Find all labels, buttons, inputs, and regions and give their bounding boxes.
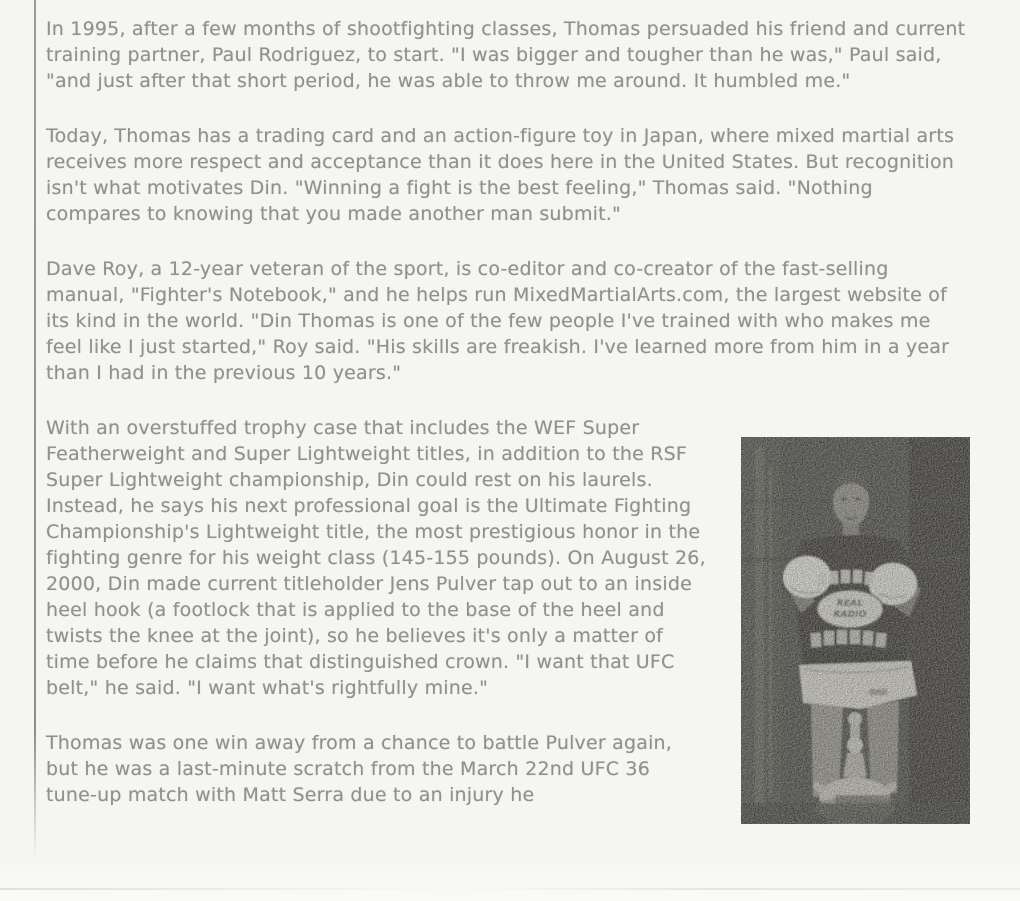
paragraph-dave-roy: Dave Roy, a 12-year veteran of the sport, is co-editor and co-creator of the fast-selling manual, "Fighter's Notebook," and he helps run MixedMartialArts.com, the largest website of its kind in the world. "Din Thomas is one of the few people I've trained with who makes me feel like I just started," Roy said. "His skills are freakish. I've learned more from him in a year than I had in the previous 10 years." xyxy=(46,258,950,384)
halftone-grain-light xyxy=(741,437,970,824)
paragraph-trophy-case: With an overstuffed trophy case that includes the WEF Super Featherweight and Super Lightweight titles, in addition to the RSF Super Lightweight championship, Din could rest on his laurels. Instead, he says his next professional goal is the Ultimate Fighting Championship's Lightweight title, the most prestigious honor in the fighting genre for his weight class (145-155 pounds). On August 26, 2000, Din made current titleholder Jens Pulver tap out to an inside heel hook (a footlock that is applied to the base of the heel and twists the knee at the joint), so he believes it's only a matter of time before he claims that distinguished crown. "I want that UFC belt," he said. "I want what's rightfully mine." xyxy=(46,417,706,699)
shirt-logo-text-radio: RADIO xyxy=(833,610,867,620)
shirt-logo-text-real: REAL xyxy=(836,599,864,609)
paragraph-pulver-rematch: Thomas was one win away from a chance to battle Pulver again, but he was a last-minute scratch from the March 22nd UFC 36 tune-up match with Matt Serra due to an injury he xyxy=(46,732,673,806)
page-bottom-margin xyxy=(0,862,1020,901)
left-margin-rule xyxy=(34,0,36,858)
scan-edge-line xyxy=(0,888,1020,890)
fighter-photo xyxy=(741,437,970,824)
article-body xyxy=(46,16,972,837)
fighter-photo-illustration xyxy=(741,437,970,824)
paragraph-trading-card: Today, Thomas has a trading card and an action-figure toy in Japan, where mixed martial arts receives more respect and acceptance than it does here in the United States. But recognition isn't what motivates Din. "Winning a fight is the best feeling," Thomas said. "Nothing compares to knowing that you made another man submit." xyxy=(46,125,955,225)
text-photo-row xyxy=(46,415,972,837)
paragraph-shootfighting: In 1995, after a few months of shootfighting classes, Thomas persuaded his friend and current training partner, Paul Rodriguez, to start. "I was bigger and tougher than he was," Paul said, "and just after that short period, he was able to throw me around. It humbled me." xyxy=(46,18,966,92)
narrow-text-column xyxy=(46,415,706,837)
